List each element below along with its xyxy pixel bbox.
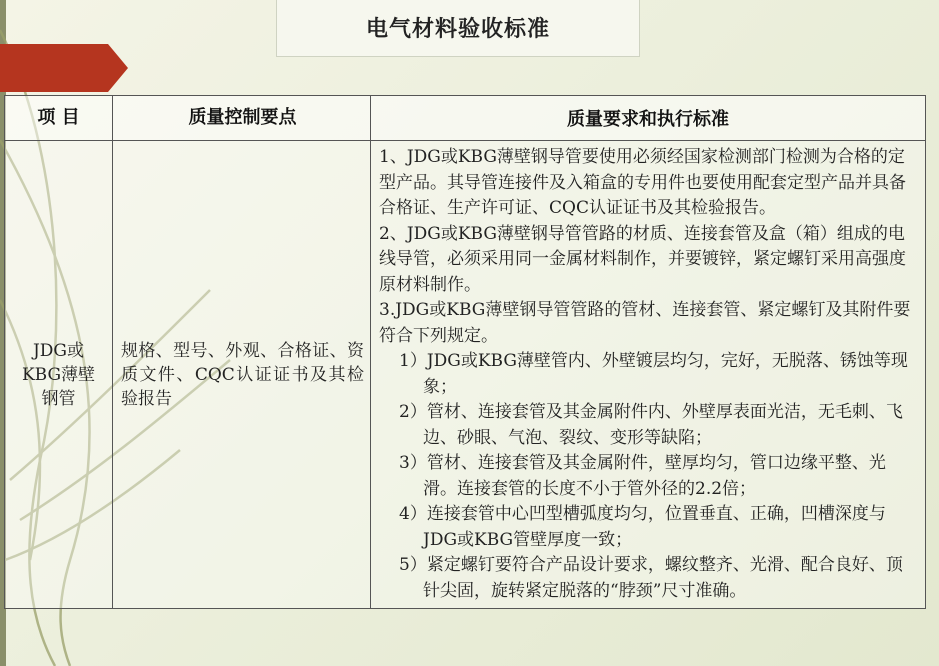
header-item: 项 目 <box>5 96 113 141</box>
cell-item <box>5 141 113 609</box>
requirement-2: 2、JDG或KBG薄壁钢导管管路的材质、连接套管及盒（箱）组成的电线导管，必须采用同一金属材料制作，并要镀锌，紧定螺钉采用高强度原材料制作。 <box>379 223 906 295</box>
header-control-points: 质量控制要点 <box>113 96 371 141</box>
item-text: JDG或KBG薄壁钢管 <box>21 340 96 409</box>
sub-requirement-3: 3）管材、连接套管及其金属附件，壁厚均匀，管口边缘平整、光滑。连接套管的长度不小于管外径的2.2倍； <box>399 453 886 499</box>
red-arrow-banner <box>0 44 128 92</box>
sub-requirement-5: 5）紧定螺钉要符合产品设计要求，螺纹整齐、光滑、配合良好、顶针尖固，旋转紧定脱落的“脖颈”尺寸准确。 <box>399 555 903 601</box>
page-title: 电气材料验收标准 <box>365 15 550 42</box>
cell-requirements <box>371 141 926 609</box>
table-header-row <box>5 96 926 141</box>
requirement-3: 3.JDG或KBG薄壁钢导管管路的管材、连接套管、紧定螺钉及其附件要符合下列规定。 <box>379 300 911 346</box>
standards-table <box>4 95 926 609</box>
requirement-1: 1、JDG或KBG薄壁钢导管要使用必须经国家检测部门检测为合格的定型产品。其导管连接件及入箱盒的专用件也要使用配套定型产品并具备合格证、生产许可证、CQC认证证书及其检验报告。 <box>379 147 906 218</box>
sub-requirement-2: 2）管材、连接套管及其金属附件内、外壁厚表面光洁，无毛刺、飞边、砂眼、气泡、裂纹、变形等缺陷； <box>399 402 903 448</box>
header-requirements: 质量要求和执行标准 <box>371 96 926 141</box>
title-box <box>276 0 640 57</box>
table-row <box>5 141 926 609</box>
cell-control-points: 规格、型号、外观、合格证、资质文件、CQC认证证书及其检验报告 <box>113 141 371 609</box>
sub-requirement-1: 1）JDG或KBG薄壁管内、外壁镀层均匀，完好，无脱落、锈蚀等现象； <box>399 351 908 397</box>
sub-requirement-4: 4）连接套管中心凹型槽弧度均匀，位置垂直、正确，凹槽深度与JDG或KBG管壁厚度一致； <box>399 504 886 550</box>
